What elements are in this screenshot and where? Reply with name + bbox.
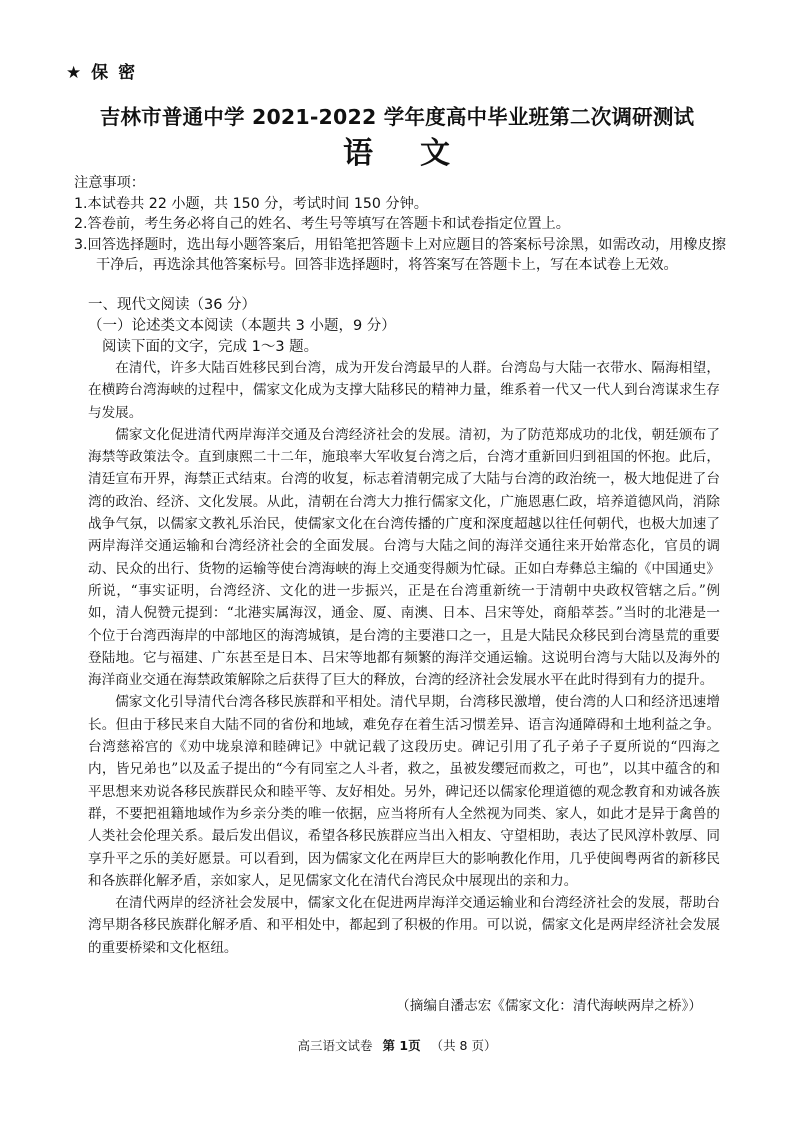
notes-heading: 注意事项： [74, 175, 145, 191]
note-item-2: 2.答卷前，考生务必将自己的姓名、考生号等填写在答题卡和试卷指定位置上。 [74, 216, 570, 232]
passage-source: （摘编自潘志宏《儒家文化：清代海峡两岸之桥》） [396, 998, 702, 1014]
reading-instruction: 阅读下面的文字，完成 1～3 题。 [102, 339, 319, 355]
passage-paragraph-2: 儒家文化促进清代两岸海洋交通及台湾经济社会的发展。清初，为了防范郑成功的北伐，朝廷颁布了海禁等政策法令。直到康熙二十二年，施琅率大军收复台湾之后，台湾才重新回归到祖国的怀抱。此后，清廷宣布开界，海禁正式结束。台湾的收复，标志着清朝完成了大陆与台湾的政治统一，极大地促进了台湾的政治、经济、文化发展。从此，清朝在台湾大力推行儒家文化，广施恩惠仁政，培养道德风尚，消除战争气氛，以儒家文教礼乐治民，使儒家文化在台湾传播的广度和深度超越以往任何朝代，也极大加速了两岸海洋交通运输和台湾经济社会的全面发展。台湾与大陆之间的海洋交通往来开始常态化，官员的调动、民众的出行、货物的运输等使台湾海峡的海上交通变得颇为忙碌。正如白寿彝总主编的《中国通史》所说，“事实证明，台湾经济、文化的进一步振兴，正是在台湾重新统一于清朝中央政权管辖之后。”例如，清人倪赞元提到：“北港实属海汊，通金、厦、南澳、日本、吕宋等处，商船萃荟。”当时的北港是一个位于台湾西海岸的中部地区的海湾城镇，是台湾的主要港口之一，且是大陆民众移民到台湾垦荒的重要登陆地。它与福建、广东甚至是日本、吕宋等地都有频繁的海洋交通运输。这说明台湾与大陆以及海外的海洋商业交通在海禁政策解除之后获得了巨大的释放，台湾的经济社会发展水平在此时得到有力的提升。 [88, 426, 720, 689]
exam-notes [74, 173, 728, 276]
exam-title: 吉林市普通中学 2021-2022 学年度高中毕业班第二次调研测试 [99, 105, 695, 129]
note-item-3: 3.回答选择题时，选出每小题答案后，用铅笔把答题卡上对应题目的答案标号涂黑，如需改动，用橡皮擦干净后，再选涂其他答案标号。回答非选择题时，将答案写在答题卡上，写在本试卷上无效。 [74, 236, 726, 273]
passage-paragraph-4: 在清代两岸的经济社会发展中，儒家文化在促进两岸海洋交通运输业和台湾经济社会的发展，帮助台湾早期各移民族群化解矛盾、和平相处中，都起到了积极的作用。可以说，儒家文化是两岸经济社会发展的重要桥梁和文化枢纽。 [88, 895, 720, 956]
subject-title [0, 128, 794, 172]
reading-passage [88, 357, 720, 959]
footer-page-number: 第 1页 [382, 1038, 421, 1053]
confidential-mark: ★ 保 密 [66, 63, 138, 83]
footer-label: 高三语文试卷 [297, 1038, 373, 1053]
note-item-1: 1.本试卷共 22 小题，共 150 分，考试时间 150 分钟。 [74, 195, 428, 212]
subject-char-1: 语 [343, 136, 374, 171]
passage-paragraph-3: 儒家文化引导清代台湾各移民族群和平相处。清代早期，台湾移民激增，使台湾的人口和经济迅速增长。但由于移民来自大陆不同的省份和地域，难免存在着生活习惯差异、语言沟通障碍和土地利益之争。台湾慈裕宫的《劝中垅泉漳和睦碑记》中就记载了这段历史。碑记引用了孔子弟子子夏所说的“四海之内，皆兄弟也”以及孟子提出的“今有同室之人斗者，救之，虽被发缨冠而救之，可也”，以其中蕴含的和平思想来劝说各移民族群民众和睦平等、友好相处。另外，碑记还以儒家伦理道德的观念教育和劝诫各族群，不要把祖籍地域作为乡亲分类的唯一依据，应当将所有人全然视为同类、家人，如此才是异于禽兽的人类社会伦理关系。最后发出倡议，希望各移民族群应当出入相友、守望相助，表达了民风淳朴敦厚、同享升平之乐的美好愿景。可以看到，因为儒家文化在两岸巨大的影响教化作用，几乎使闽粤两省的新移民和各族群化解矛盾，亲如家人，足见儒家文化在清代台湾民众中展现出的亲和力。 [88, 694, 720, 889]
sub-section-title: （一）论述类文本阅读（本题共 3 小题，9 分） [88, 318, 396, 334]
subject-char-2: 文 [420, 136, 451, 171]
page-footer [0, 1036, 794, 1054]
footer-total-pages: （共 8 页） [430, 1038, 497, 1053]
passage-paragraph-1: 在清代，许多大陆百姓移民到台湾，成为开发台湾最早的人群。台湾岛与大陆一衣带水、隔海相望，在横跨台湾海峡的过程中，儒家文化成为支撑大陆移民的精神力量，维系着一代又一代人到台湾谋求生存与发展。 [88, 360, 720, 421]
part-title: 一、现代文阅读（36 分） [88, 297, 257, 313]
